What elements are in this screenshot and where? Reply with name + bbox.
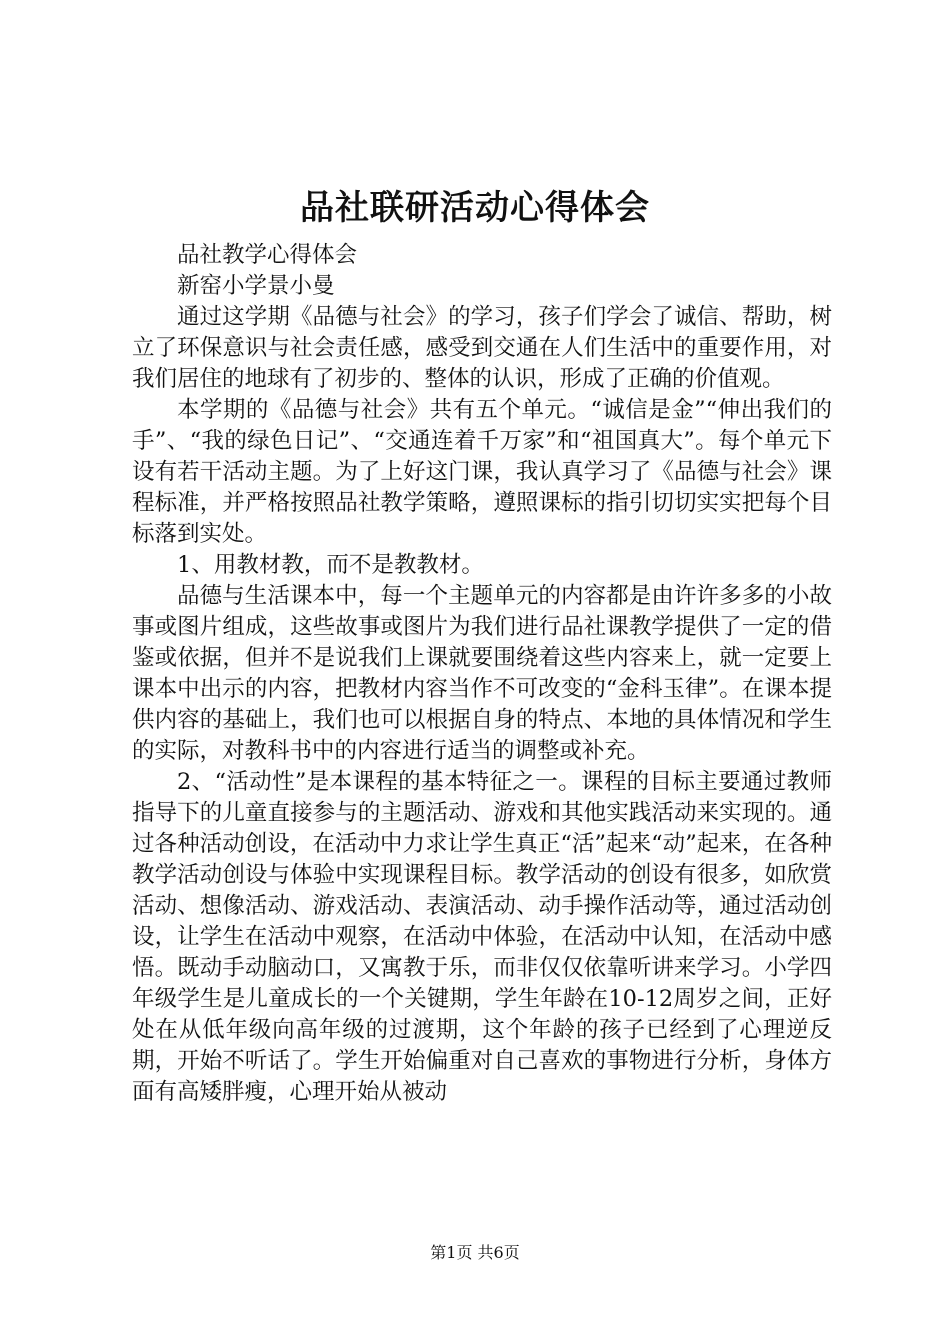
body-paragraph: 本学期的《品德与社会》共有五个单元。“诚信是金”“伸出我们的手”、“我的绿色日记”、“交通连着千万家”和“祖国真大”。每个单元下设有若干活动主题。为了上好这门课，我认真学习了《品德与社会》课程标准，并严格按照品社教学策略，遵照课标的指引切切实实把每个目标落到实处。: [132, 397, 832, 547]
body-paragraph: 品德与生活课本中，每一个主题单元的内容都是由许许多多的小故事或图片组成，这些故事或图片为我们进行品社课教学提供了一定的借鉴或依据，但并不是说我们上课就要围绕着这些内容来上，就一定要上课本中出示的内容，把教材内容当作不可改变的“金科玉律”。在课本提供内容的基础上，我们也可以根据自身的特点、本地的具体情况和学生的实际，对教科书中的内容进行适当的调整或补充。: [132, 583, 832, 764]
section-heading: 1、用教材教，而不是教教材。: [177, 552, 484, 578]
document-body: [132, 240, 832, 1108]
author-paragraph: 新窑小学景小曼: [177, 273, 335, 299]
subtitle-paragraph: 品社教学心得体会: [177, 242, 358, 268]
body-paragraph: 2、“活动性”是本课程的基本特征之一。课程的目标主要通过教师指导下的儿童直接参与的主题活动、游戏和其他实践活动来实现的。通过各种活动创设，在活动中力求让学生真正“活”起来“动”起来，在各种教学活动创设与体验中实现课程目标。教学活动的创设有很多，如欣赏活动、想像活动、游戏活动、表演活动、动手操作活动等，通过活动创设，让学生在活动中观察，在活动中体验，在活动中认知，在活动中感悟。既动手动脑动口，又寓教于乐，而非仅仅依靠听讲来学习。小学四年级学生是儿童成长的一个关键期，学生年龄在10-12周岁之间，正好处在从低年级向高年级的过渡期，这个年龄的孩子已经到了心理逆反期，开始不听话了。学生开始偏重对自己喜欢的事物进行分析，身体方面有高矮胖瘦，心理开始从被动: [132, 769, 832, 1105]
page-number: 第1页 共6页: [430, 1243, 520, 1262]
body-paragraph: 通过这学期《品德与社会》的学习，孩子们学会了诚信、帮助，树立了环保意识与社会责任感，感受到交通在人们生活中的重要作用，对我们居住的地球有了初步的、整体的认识，形成了正确的价值观。: [132, 304, 832, 392]
document-title: 品社联研活动心得体会: [300, 188, 650, 228]
